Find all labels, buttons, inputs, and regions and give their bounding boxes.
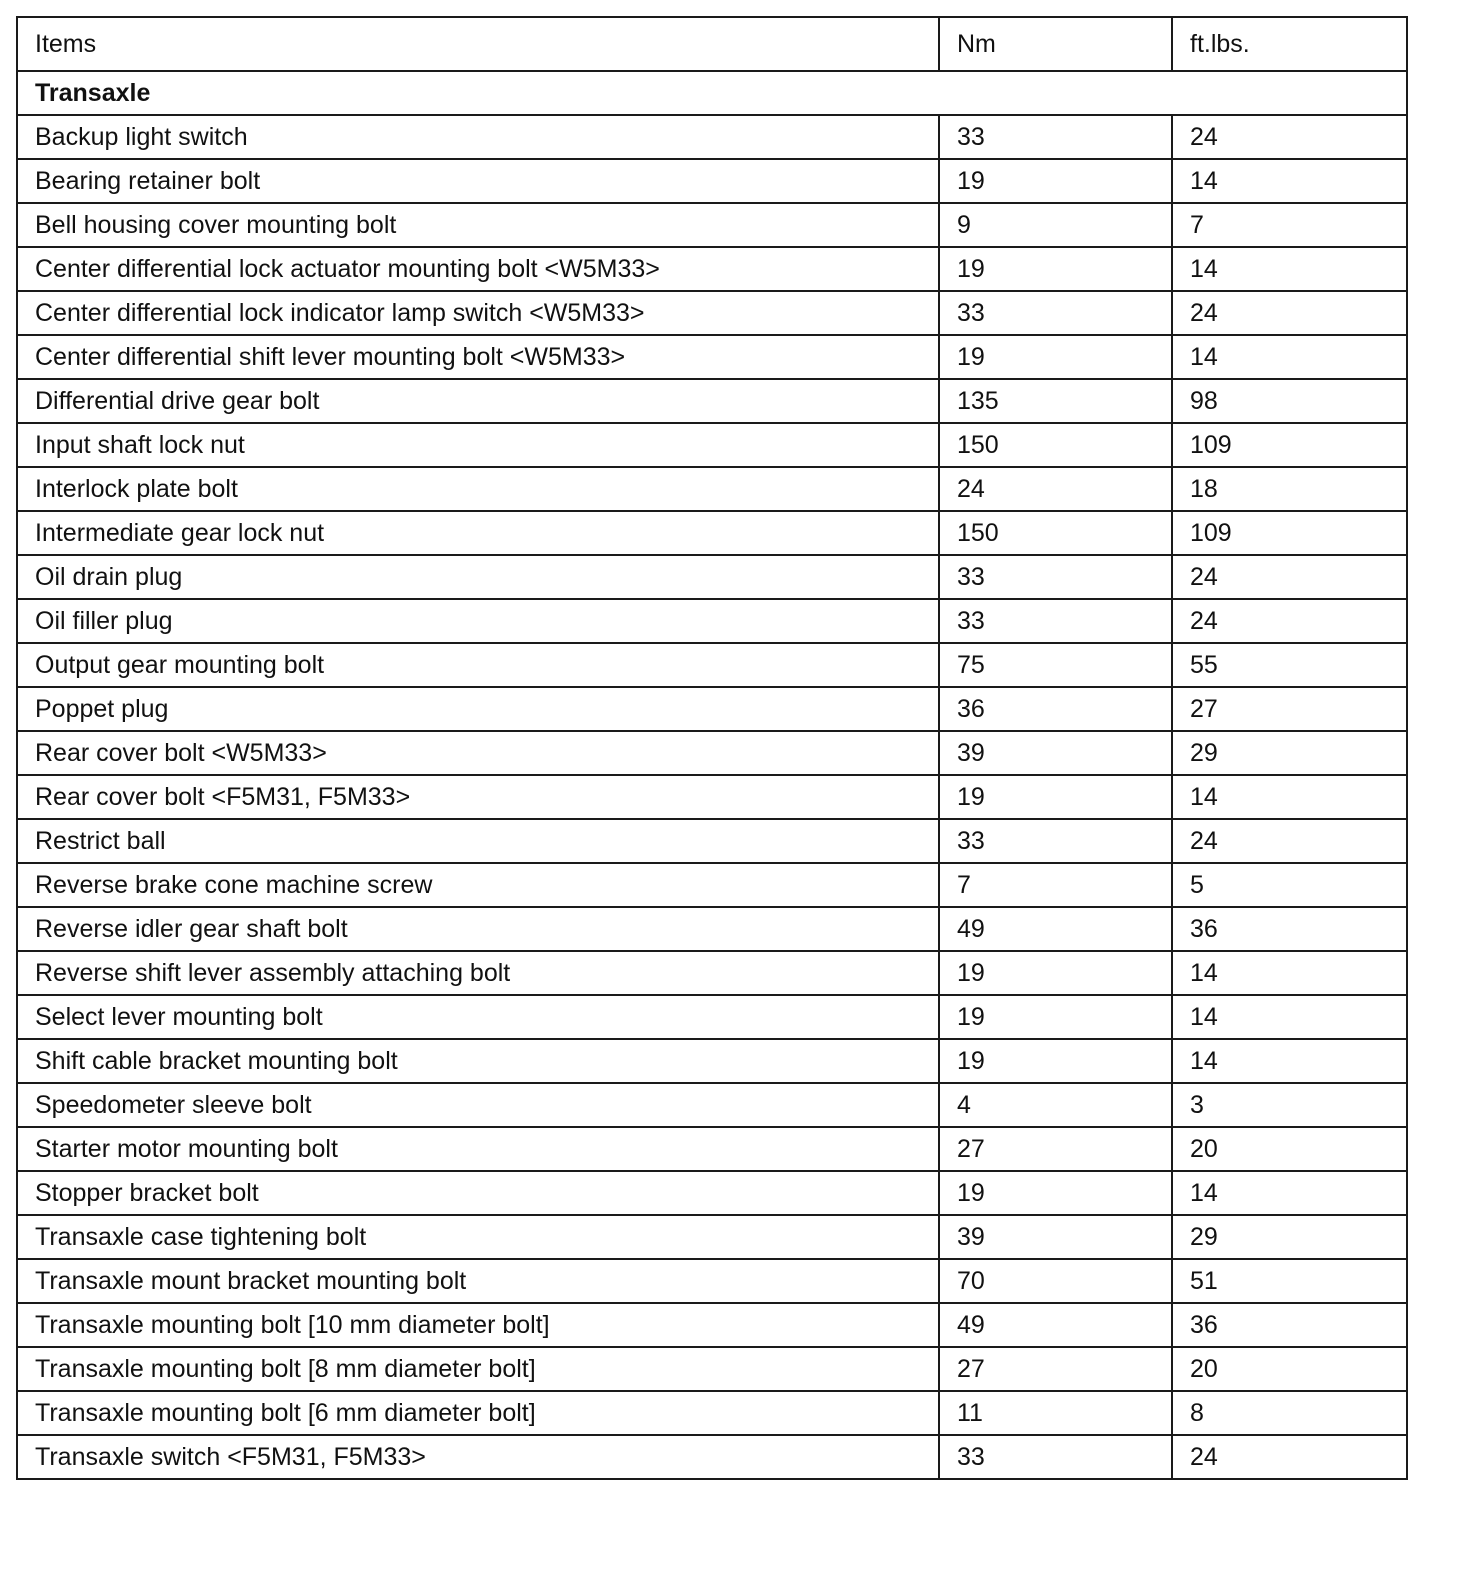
header-items: Items bbox=[17, 17, 939, 71]
nm-cell: 36 bbox=[939, 687, 1172, 731]
item-cell: Rear cover bolt <F5M31, F5M33> bbox=[17, 775, 939, 819]
table-row bbox=[17, 1215, 1407, 1259]
item-cell: Center differential lock actuator mounting bolt <W5M33> bbox=[17, 247, 939, 291]
item-cell: Transaxle switch <F5M31, F5M33> bbox=[17, 1435, 939, 1479]
table-row bbox=[17, 1083, 1407, 1127]
table-row bbox=[17, 687, 1407, 731]
ftlbs-cell: 14 bbox=[1172, 159, 1407, 203]
table-row bbox=[17, 819, 1407, 863]
table-row bbox=[17, 643, 1407, 687]
nm-cell: 19 bbox=[939, 1171, 1172, 1215]
table-row bbox=[17, 555, 1407, 599]
ftlbs-cell: 14 bbox=[1172, 995, 1407, 1039]
table-row bbox=[17, 863, 1407, 907]
ftlbs-cell: 24 bbox=[1172, 599, 1407, 643]
nm-cell: 19 bbox=[939, 1039, 1172, 1083]
nm-cell: 33 bbox=[939, 115, 1172, 159]
nm-cell: 33 bbox=[939, 1435, 1172, 1479]
table-row bbox=[17, 511, 1407, 555]
nm-cell: 11 bbox=[939, 1391, 1172, 1435]
item-cell: Intermediate gear lock nut bbox=[17, 511, 939, 555]
ftlbs-cell: 14 bbox=[1172, 335, 1407, 379]
nm-cell: 24 bbox=[939, 467, 1172, 511]
ftlbs-cell: 3 bbox=[1172, 1083, 1407, 1127]
item-cell: Center differential lock indicator lamp switch <W5M33> bbox=[17, 291, 939, 335]
item-cell: Transaxle case tightening bolt bbox=[17, 1215, 939, 1259]
section-row bbox=[17, 71, 1407, 115]
ftlbs-cell: 55 bbox=[1172, 643, 1407, 687]
item-cell: Center differential shift lever mounting bolt <W5M33> bbox=[17, 335, 939, 379]
nm-cell: 27 bbox=[939, 1127, 1172, 1171]
item-cell: Transaxle mounting bolt [10 mm diameter bolt] bbox=[17, 1303, 939, 1347]
ftlbs-cell: 109 bbox=[1172, 511, 1407, 555]
table-row bbox=[17, 907, 1407, 951]
nm-cell: 150 bbox=[939, 511, 1172, 555]
item-cell: Transaxle mount bracket mounting bolt bbox=[17, 1259, 939, 1303]
item-cell: Reverse shift lever assembly attaching bolt bbox=[17, 951, 939, 995]
table-row bbox=[17, 159, 1407, 203]
ftlbs-cell: 27 bbox=[1172, 687, 1407, 731]
nm-cell: 75 bbox=[939, 643, 1172, 687]
table-row bbox=[17, 1347, 1407, 1391]
table-row bbox=[17, 467, 1407, 511]
nm-cell: 4 bbox=[939, 1083, 1172, 1127]
ftlbs-cell: 24 bbox=[1172, 819, 1407, 863]
table-row bbox=[17, 1039, 1407, 1083]
nm-cell: 7 bbox=[939, 863, 1172, 907]
nm-cell: 150 bbox=[939, 423, 1172, 467]
ftlbs-cell: 8 bbox=[1172, 1391, 1407, 1435]
table-row bbox=[17, 1171, 1407, 1215]
item-cell: Stopper bracket bolt bbox=[17, 1171, 939, 1215]
item-cell: Differential drive gear bolt bbox=[17, 379, 939, 423]
item-cell: Restrict ball bbox=[17, 819, 939, 863]
ftlbs-cell: 36 bbox=[1172, 1303, 1407, 1347]
item-cell: Backup light switch bbox=[17, 115, 939, 159]
item-cell: Bell housing cover mounting bolt bbox=[17, 203, 939, 247]
item-cell: Transaxle mounting bolt [6 mm diameter bolt] bbox=[17, 1391, 939, 1435]
nm-cell: 19 bbox=[939, 335, 1172, 379]
nm-cell: 33 bbox=[939, 819, 1172, 863]
ftlbs-cell: 5 bbox=[1172, 863, 1407, 907]
ftlbs-cell: 24 bbox=[1172, 555, 1407, 599]
table-body bbox=[17, 71, 1407, 1479]
nm-cell: 9 bbox=[939, 203, 1172, 247]
nm-cell: 33 bbox=[939, 291, 1172, 335]
ftlbs-cell: 51 bbox=[1172, 1259, 1407, 1303]
nm-cell: 19 bbox=[939, 247, 1172, 291]
header-ftlbs: ft.lbs. bbox=[1172, 17, 1407, 71]
item-cell: Output gear mounting bolt bbox=[17, 643, 939, 687]
table-row bbox=[17, 379, 1407, 423]
nm-cell: 49 bbox=[939, 1303, 1172, 1347]
table-row bbox=[17, 335, 1407, 379]
table-row bbox=[17, 1127, 1407, 1171]
table-row bbox=[17, 115, 1407, 159]
nm-cell: 135 bbox=[939, 379, 1172, 423]
ftlbs-cell: 14 bbox=[1172, 247, 1407, 291]
item-cell: Transaxle mounting bolt [8 mm diameter bolt] bbox=[17, 1347, 939, 1391]
torque-spec-table bbox=[16, 16, 1408, 1480]
item-cell: Speedometer sleeve bolt bbox=[17, 1083, 939, 1127]
nm-cell: 19 bbox=[939, 951, 1172, 995]
ftlbs-cell: 14 bbox=[1172, 1039, 1407, 1083]
item-cell: Reverse brake cone machine screw bbox=[17, 863, 939, 907]
ftlbs-cell: 14 bbox=[1172, 951, 1407, 995]
item-cell: Interlock plate bolt bbox=[17, 467, 939, 511]
item-cell: Select lever mounting bolt bbox=[17, 995, 939, 1039]
item-cell: Oil filler plug bbox=[17, 599, 939, 643]
table-row bbox=[17, 1259, 1407, 1303]
table-row bbox=[17, 1303, 1407, 1347]
ftlbs-cell: 24 bbox=[1172, 115, 1407, 159]
ftlbs-cell: 14 bbox=[1172, 1171, 1407, 1215]
nm-cell: 27 bbox=[939, 1347, 1172, 1391]
nm-cell: 39 bbox=[939, 1215, 1172, 1259]
item-cell: Input shaft lock nut bbox=[17, 423, 939, 467]
table-row bbox=[17, 203, 1407, 247]
ftlbs-cell: 36 bbox=[1172, 907, 1407, 951]
nm-cell: 33 bbox=[939, 599, 1172, 643]
item-cell: Oil drain plug bbox=[17, 555, 939, 599]
ftlbs-cell: 18 bbox=[1172, 467, 1407, 511]
header-nm: Nm bbox=[939, 17, 1172, 71]
table-row bbox=[17, 291, 1407, 335]
ftlbs-cell: 109 bbox=[1172, 423, 1407, 467]
table-row bbox=[17, 247, 1407, 291]
ftlbs-cell: 24 bbox=[1172, 291, 1407, 335]
table-row bbox=[17, 599, 1407, 643]
nm-cell: 39 bbox=[939, 731, 1172, 775]
ftlbs-cell: 20 bbox=[1172, 1347, 1407, 1391]
item-cell: Poppet plug bbox=[17, 687, 939, 731]
nm-cell: 33 bbox=[939, 555, 1172, 599]
nm-cell: 70 bbox=[939, 1259, 1172, 1303]
nm-cell: 49 bbox=[939, 907, 1172, 951]
table-row bbox=[17, 775, 1407, 819]
ftlbs-cell: 20 bbox=[1172, 1127, 1407, 1171]
nm-cell: 19 bbox=[939, 995, 1172, 1039]
nm-cell: 19 bbox=[939, 159, 1172, 203]
table-row bbox=[17, 995, 1407, 1039]
table-row bbox=[17, 1391, 1407, 1435]
item-cell: Rear cover bolt <W5M33> bbox=[17, 731, 939, 775]
item-cell: Starter motor mounting bolt bbox=[17, 1127, 939, 1171]
table-row bbox=[17, 423, 1407, 467]
ftlbs-cell: 7 bbox=[1172, 203, 1407, 247]
section-title: Transaxle bbox=[17, 71, 1407, 115]
ftlbs-cell: 98 bbox=[1172, 379, 1407, 423]
nm-cell: 19 bbox=[939, 775, 1172, 819]
ftlbs-cell: 29 bbox=[1172, 1215, 1407, 1259]
table-row bbox=[17, 1435, 1407, 1479]
item-cell: Bearing retainer bolt bbox=[17, 159, 939, 203]
item-cell: Shift cable bracket mounting bolt bbox=[17, 1039, 939, 1083]
table-row bbox=[17, 951, 1407, 995]
ftlbs-cell: 14 bbox=[1172, 775, 1407, 819]
ftlbs-cell: 24 bbox=[1172, 1435, 1407, 1479]
item-cell: Reverse idler gear shaft bolt bbox=[17, 907, 939, 951]
table-row bbox=[17, 731, 1407, 775]
header-row bbox=[17, 17, 1407, 71]
ftlbs-cell: 29 bbox=[1172, 731, 1407, 775]
